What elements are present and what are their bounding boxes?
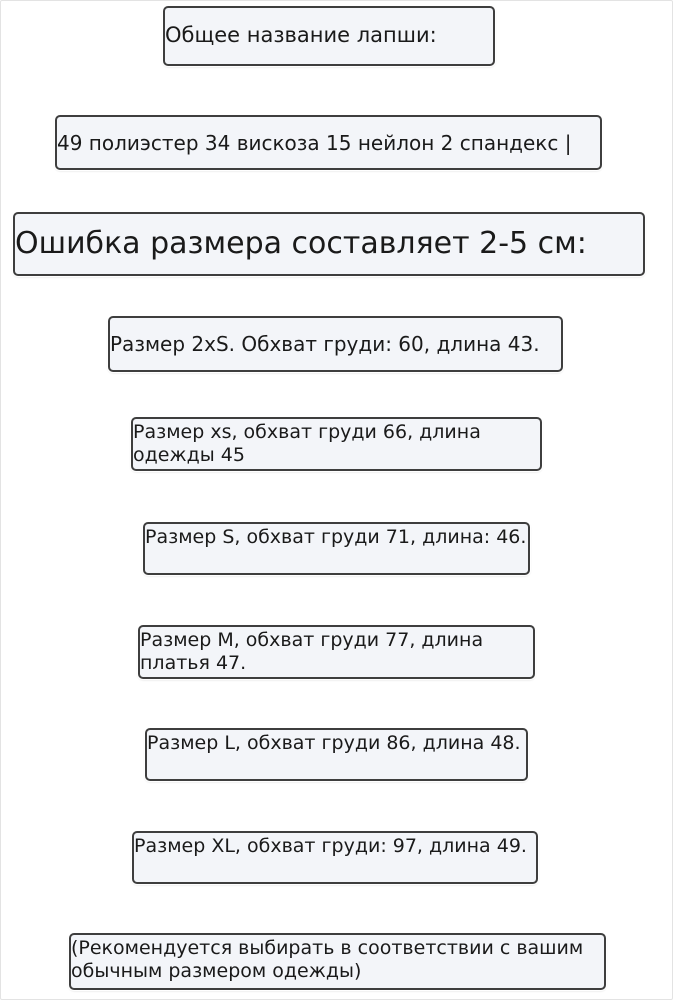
size-error-box bbox=[13, 212, 645, 276]
material-text: 49 полиэстер 34 вискоза 15 нейлон 2 спандекс | bbox=[57, 130, 572, 155]
size-m-text: Размер M, обхват груди 77, длина платья 47. bbox=[140, 629, 484, 674]
recommendation-text: (Рекомендуется выбирать в соответствии с вашим обычным размером одежды) bbox=[71, 937, 584, 982]
size-l-box bbox=[145, 728, 528, 781]
size-xl-text: Размер XL, обхват груди: 97, длина 49. bbox=[134, 835, 527, 857]
size-xs-text: Размер xs, обхват груди 66, длина одежды 45 bbox=[133, 421, 481, 466]
size-2xs-box bbox=[108, 316, 563, 372]
size-s-text: Размер S, обхват груди 71, длина: 46. bbox=[145, 526, 527, 548]
size-l-text: Размер L, обхват груди 86, длина 48. bbox=[147, 732, 521, 754]
size-2xs-text: Размер 2xS. Обхват груди: 60, длина 43. bbox=[110, 332, 540, 356]
size-xs-box bbox=[131, 417, 542, 471]
noodle-name-text: Общее название лапши: bbox=[165, 23, 437, 48]
recommendation-box bbox=[69, 933, 606, 990]
size-s-box bbox=[143, 522, 530, 575]
material-box bbox=[55, 115, 602, 170]
size-error-text: Ошибка размера составляет 2-5 см: bbox=[15, 226, 587, 261]
size-xl-box bbox=[132, 831, 538, 884]
size-m-box bbox=[138, 625, 535, 679]
noodle-name-box bbox=[163, 6, 495, 66]
